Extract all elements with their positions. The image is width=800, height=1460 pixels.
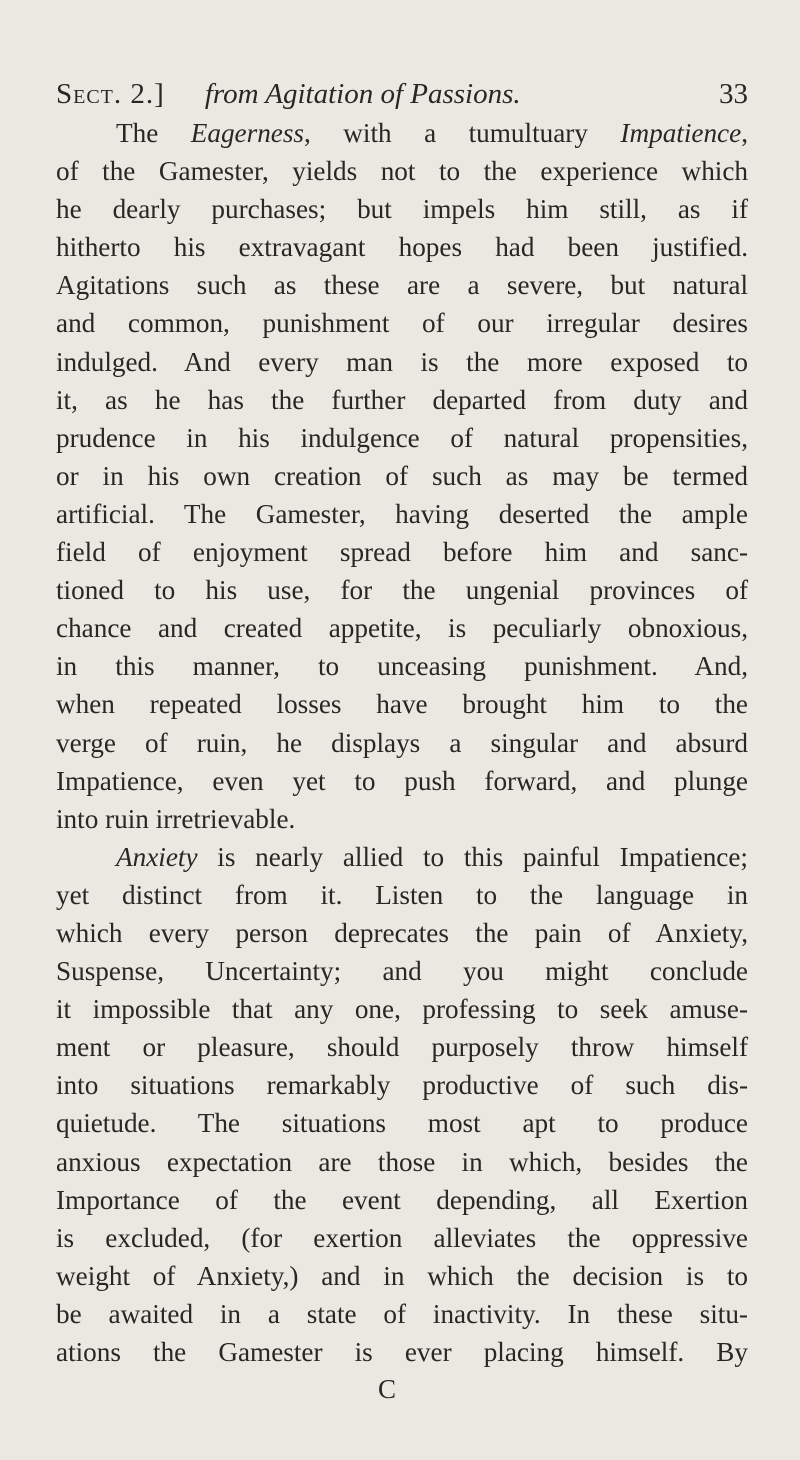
text-line — [56, 457, 748, 495]
text-line — [56, 152, 748, 190]
text-segment: hitherto his extravagant hopes had been justified. — [56, 232, 748, 263]
text-line — [56, 724, 748, 762]
text-line — [56, 1333, 748, 1371]
text-segment: or in his own creation of such as may be termed — [56, 460, 748, 491]
text-segment: in this manner, to unceasing punishment. And, — [56, 651, 748, 682]
text-line — [56, 685, 748, 723]
text-segment: is nearly allied to this painful Impatience; — [197, 841, 748, 872]
text-segment: field of enjoyment spread before him and sanc- — [56, 537, 748, 568]
text-line — [56, 952, 748, 990]
text-segment: be awaited in a state of inactivity. In these situ- — [56, 1298, 748, 1329]
text-line — [56, 381, 748, 419]
text-segment: , with a tumultuary — [304, 118, 621, 148]
text-segment: prudence in his indulgence of natural propensities, — [56, 422, 748, 453]
text-segment: anxious expectation are those in which, besides the — [56, 1146, 748, 1177]
text-segment: Suspense, Uncertainty; and you might conclude — [56, 956, 748, 987]
text-segment: and common, punishment of our irregular desires — [56, 308, 748, 339]
italic-word: Eagerness — [190, 118, 305, 148]
text-segment: it, as he has the further departed from duty and — [56, 384, 748, 415]
text-segment: of the Gamester, yields not to the experience which — [56, 156, 748, 187]
text-line — [56, 495, 748, 533]
text-line — [56, 1066, 748, 1104]
text-segment: Importance of the event depending, all Exertion — [56, 1184, 748, 1215]
text-segment: , — [741, 118, 748, 148]
text-segment: weight of Anxiety,) and in which the decision is to — [56, 1260, 748, 1291]
text-segment: quietude. The situations most apt to produce — [56, 1108, 748, 1139]
text-line — [56, 190, 748, 228]
text-segment: he dearly purchases; but impels him still, as if — [56, 194, 748, 225]
text-segment: which every person deprecates the pain of Anxiety, — [56, 917, 748, 948]
text-segment: tioned to his use, for the ungenial provinces of — [56, 575, 748, 606]
text-line — [56, 609, 748, 647]
text-line — [56, 838, 748, 876]
text-line — [56, 1028, 748, 1066]
signature-mark: C — [377, 1374, 396, 1405]
text-segment: ations the Gamester is ever placing himself. By — [56, 1337, 748, 1367]
text-line — [56, 114, 748, 152]
text-line — [56, 1143, 748, 1181]
text-line — [56, 762, 748, 800]
text-line — [56, 533, 748, 571]
text-line — [56, 1257, 748, 1295]
text-line — [56, 990, 748, 1028]
text-line — [56, 1219, 748, 1257]
text-segment: into ruin irretrievable. — [56, 803, 296, 834]
text-segment: indulged. And every man is the more exposed to — [56, 346, 748, 377]
text-segment: when repeated losses have brought him to the — [56, 689, 748, 720]
text-segment: chance and created appetite, is peculiarly obnoxious, — [56, 613, 748, 644]
body-text — [56, 114, 748, 1371]
running-title: from Agitation of Passions. — [204, 78, 521, 110]
text-segment: Impatience, even yet to push forward, and plunge — [56, 765, 748, 796]
text-line — [56, 647, 748, 685]
text-line — [56, 304, 748, 342]
text-segment: The — [116, 118, 191, 148]
text-segment: Agitations such as these are a severe, but natural — [56, 270, 748, 301]
text-segment: ment or pleasure, should purposely throw himself — [56, 1032, 748, 1063]
text-line — [56, 1104, 748, 1142]
italic-word: Anxiety — [116, 841, 198, 872]
italic-word: Impatience — [620, 118, 742, 148]
page-number: 33 — [719, 78, 748, 110]
text-line — [56, 914, 748, 952]
text-line — [56, 571, 748, 609]
text-segment: verge of ruin, he displays a singular and absurd — [56, 727, 748, 758]
text-line — [56, 800, 748, 838]
text-line — [56, 876, 748, 914]
text-segment: artificial. The Gamester, having deserted the ample — [56, 498, 748, 529]
text-line — [56, 1295, 748, 1333]
text-line — [56, 1181, 748, 1219]
text-line — [56, 266, 748, 304]
text-segment: yet distinct from it. Listen to the language in — [56, 879, 748, 910]
text-line — [56, 228, 748, 266]
section-marker: Sect. 2.] — [56, 78, 165, 110]
running-head — [56, 76, 748, 112]
text-line — [56, 419, 748, 457]
text-line — [56, 343, 748, 381]
text-segment: is excluded, (for exertion alleviates the oppressive — [56, 1222, 748, 1253]
text-segment: into situations remarkably productive of such dis- — [56, 1070, 748, 1101]
text-segment: it impossible that any one, professing to seek amuse- — [56, 994, 748, 1025]
